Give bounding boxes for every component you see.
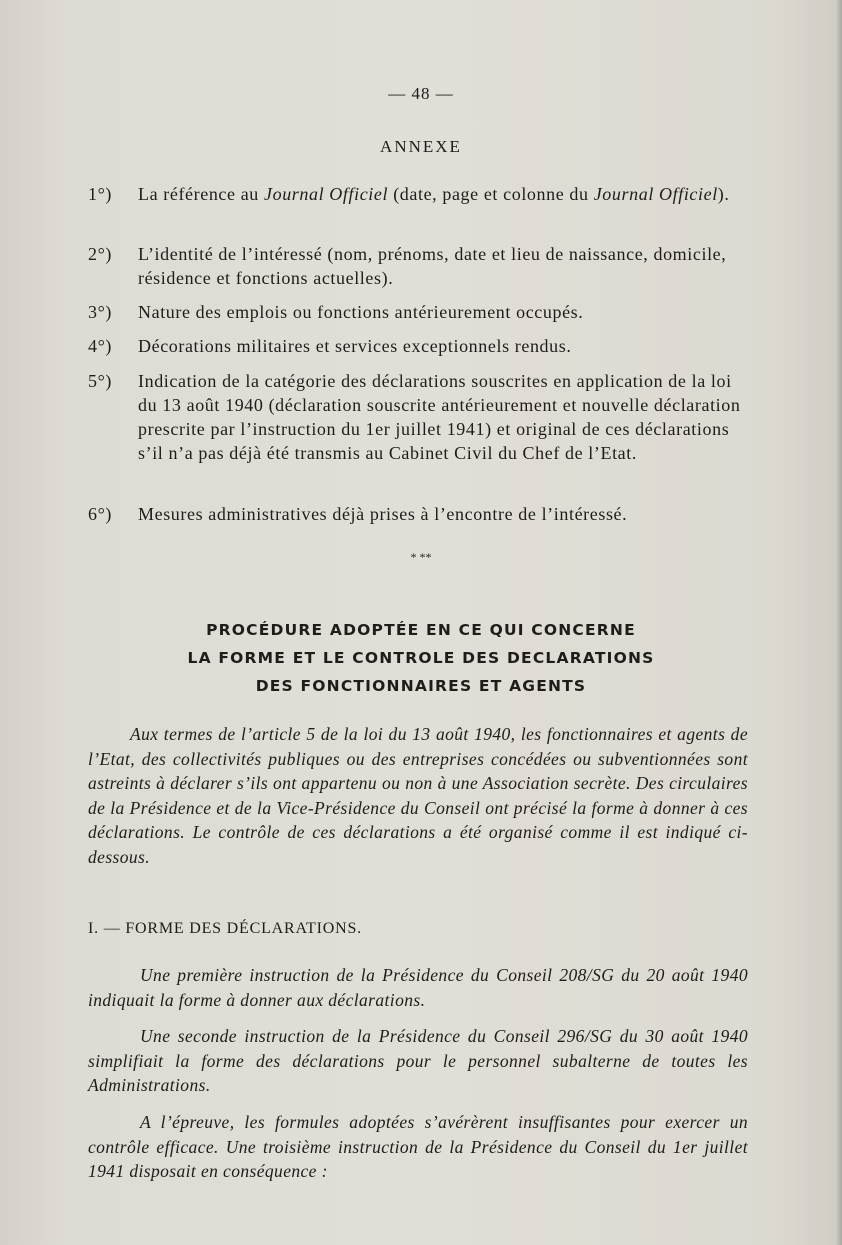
item-text: La référence au Journal Officiel (date, page et colonne du Journal Officiel). bbox=[138, 184, 730, 204]
item-number: 5°) bbox=[88, 371, 112, 391]
item-text: Décorations militaires et services exceptionnels rendus. bbox=[138, 336, 572, 356]
asterism-separator: * ** bbox=[410, 550, 432, 564]
body-paragraph-4: A l’épreuve, les formules adoptées s’avérèrent insuffisantes pour exercer un contrôle efficace. Une troisième instruction de la Présidence du Conseil du 1er juillet 1941 disposait en conséquence : bbox=[88, 1112, 748, 1181]
section-heading-line-1: PROCÉDURE ADOPTÉE EN CE QUI CONCERNE bbox=[206, 621, 636, 639]
page-number: — 48 — bbox=[388, 84, 454, 103]
section-heading-line-3: DES FONCTIONNAIRES ET AGENTS bbox=[255, 677, 587, 695]
body-paragraph-1: Aux termes de l’article 5 de la loi du 13 août 1940, les fonctionnaires et agents de l’Etat, des collectivités publiques ou des entreprises concédées ou subventionnées sont astreints à déclarer s’ils ont appartenu ou non à une Association secrète. Des circulaires de la Présidence et de la Vice-Présidence du Conseil ont précisé la forme à donner à ces déclarations. Le contrôle de ces déclarations a été organisé comme il est indiqué ci-dessous. bbox=[88, 724, 748, 867]
item-text: Indication de la catégorie des déclarations souscrites en application de la loi du 13 août 1940 (déclaration souscrite antérieurement et nouvelle déclaration prescrite par l’instruction du 1er juillet 1941) et original de ces déclarations s’il n’a pas déjà été transmis au Cabinet Civil du Chef de l’Etat. bbox=[138, 371, 741, 463]
item-text: L’identité de l’intéressé (nom, prénoms, date et lieu de naissance, domicile, résidence et fonctions actuelles). bbox=[138, 244, 727, 288]
section-heading-line-2: LA FORME ET LE CONTROLE DES DECLARATIONS bbox=[187, 649, 655, 667]
item-number: 3°) bbox=[88, 302, 112, 322]
body-paragraph-2: Une première instruction de la Présidence du Conseil 208/SG du 20 août 1940 indiquait la forme à donner aux déclarations. bbox=[88, 965, 748, 1010]
item-text: Nature des emplois ou fonctions antérieurement occupés. bbox=[138, 302, 584, 322]
annexe-title: ANNEXE bbox=[380, 137, 462, 156]
item-text: Mesures administratives déjà prises à l’encontre de l’intéressé. bbox=[138, 504, 628, 524]
item-number: 1°) bbox=[88, 184, 112, 204]
item-number: 2°) bbox=[88, 244, 112, 264]
item-number: 4°) bbox=[88, 336, 112, 356]
body-paragraph-3: Une seconde instruction de la Présidence du Conseil 296/SG du 30 août 1940 simplifiait la forme des déclarations pour le personnel subalterne de toutes les Administrations. bbox=[88, 1026, 748, 1095]
section-title: I. — FORME DES DÉCLARATIONS. bbox=[88, 920, 362, 937]
item-number: 6°) bbox=[88, 504, 112, 524]
